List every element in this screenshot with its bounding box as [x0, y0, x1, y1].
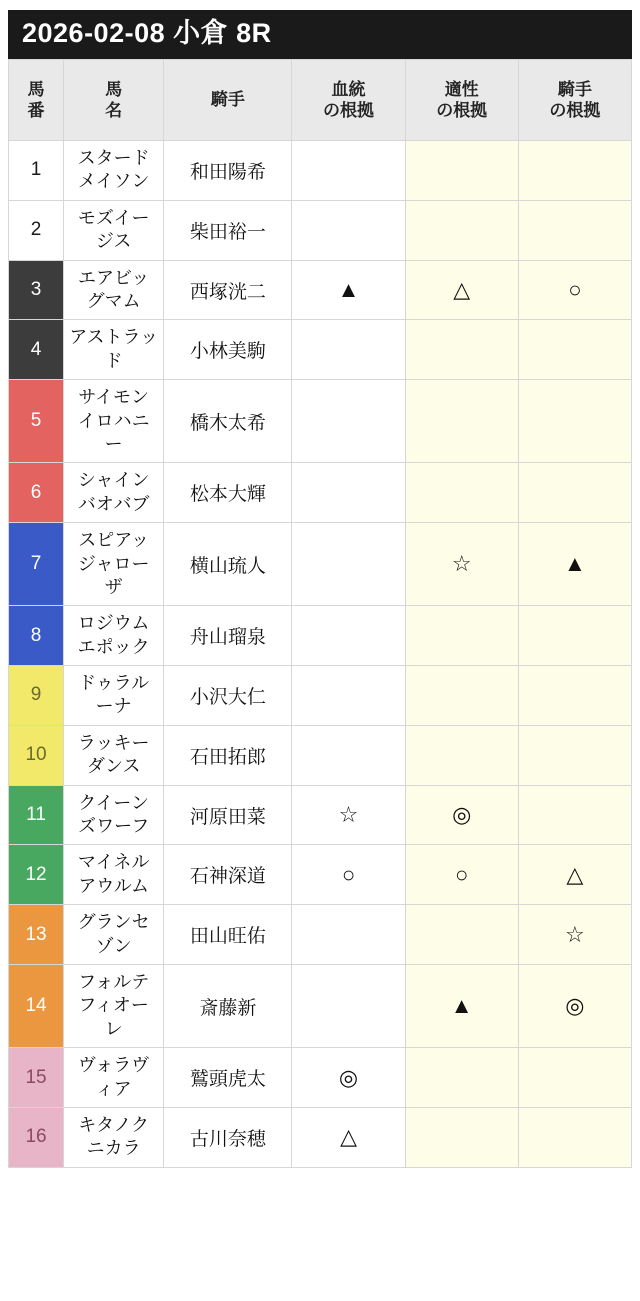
table-row — [9, 463, 632, 523]
horse-name-line: バオバブ — [77, 493, 150, 514]
pedigree-basis-cell: ☆ — [292, 785, 405, 845]
horse-name-line: スタード — [77, 148, 150, 169]
table-body — [9, 141, 632, 1168]
jockey-name-cell: 石神深道 — [164, 845, 292, 905]
horse-name-line: ズワーフ — [78, 816, 150, 837]
horse-number-cell: 6 — [9, 463, 64, 523]
horse-number-cell: 1 — [9, 141, 64, 201]
horse-number-cell: 15 — [9, 1048, 64, 1108]
jockey-name-cell: 鷲頭虎太 — [164, 1048, 292, 1108]
table-row — [9, 141, 632, 201]
pedigree-basis-cell — [292, 964, 405, 1047]
pedigree-basis-cell — [292, 141, 405, 201]
horse-name-line: シャイン — [77, 470, 150, 491]
horse-name-line: ゾン — [95, 935, 132, 956]
aptitude-basis-cell: △ — [405, 260, 518, 320]
horse-name-line: ー — [104, 433, 123, 454]
horse-name-line: エアビッ — [78, 267, 150, 288]
jockey-basis-cell — [518, 141, 631, 201]
horse-name-line: レ — [104, 1018, 123, 1039]
horse-name-line: スピアッ — [78, 530, 150, 551]
horse-name-cell — [64, 1107, 164, 1167]
table-row — [9, 725, 632, 785]
horse-name-line: ジャロー — [77, 553, 150, 574]
horse-name-cell — [64, 785, 164, 845]
horse-name-line: フィオー — [78, 995, 149, 1016]
pedigree-basis-cell — [292, 463, 405, 523]
table-row — [9, 200, 632, 260]
pedigree-basis-cell — [292, 320, 405, 380]
aptitude-basis-cell: ◎ — [405, 785, 518, 845]
aptitude-basis-cell: ○ — [405, 845, 518, 905]
jockey-name-cell: 石田拓郎 — [164, 725, 292, 785]
jockey-name-cell: 小沢大仁 — [164, 666, 292, 726]
jockey-basis-cell — [518, 200, 631, 260]
horse-name-line: マイネル — [77, 852, 150, 873]
horse-number-cell: 9 — [9, 666, 64, 726]
table-row — [9, 260, 632, 320]
aptitude-basis-cell — [405, 463, 518, 523]
jockey-name-cell: 斎藤新 — [164, 964, 292, 1047]
table-row — [9, 905, 632, 965]
jockey-name-cell: 橋木太希 — [164, 380, 292, 463]
aptitude-basis-cell: ☆ — [405, 523, 518, 606]
horse-name-cell — [64, 666, 164, 726]
jockey-basis-cell — [518, 666, 631, 726]
horse-number-cell: 13 — [9, 905, 64, 965]
horse-name-line: ニカラ — [86, 1138, 141, 1159]
jockey-name-cell: 松本大輝 — [164, 463, 292, 523]
table-row — [9, 666, 632, 726]
table-row — [9, 380, 632, 463]
aptitude-basis-cell — [405, 606, 518, 666]
jockey-basis-cell — [518, 320, 631, 380]
table-header — [9, 60, 632, 141]
horse-name-cell — [64, 905, 164, 965]
horse-name-line: ーナ — [95, 696, 132, 717]
jockey-name-cell: 舟山瑠泉 — [164, 606, 292, 666]
jockey-basis-cell — [518, 1048, 631, 1108]
aptitude-basis-cell — [405, 1107, 518, 1167]
horse-name-line: グマム — [86, 291, 141, 311]
jockey-name-cell: 柴田裕一 — [164, 200, 292, 260]
horse-name-line: アウルム — [78, 875, 150, 896]
pedigree-basis-cell — [292, 725, 405, 785]
horse-name-line: メイソン — [77, 171, 150, 192]
column-header-pedigree-basis: 血統 の根拠 — [292, 60, 405, 141]
aptitude-basis-cell: ▲ — [405, 964, 518, 1047]
horse-name-cell — [64, 845, 164, 905]
horse-name-line: ザ — [104, 576, 123, 597]
horse-name-line: ヴォラヴ — [78, 1055, 150, 1076]
pedigree-basis-cell — [292, 380, 405, 463]
jockey-basis-cell — [518, 380, 631, 463]
horse-name-cell — [64, 1048, 164, 1108]
aptitude-basis-cell — [405, 320, 518, 380]
aptitude-basis-cell — [405, 725, 518, 785]
pedigree-basis-cell — [292, 200, 405, 260]
table-row — [9, 1107, 632, 1167]
horse-name-line: ィア — [95, 1078, 132, 1099]
race-entries-table — [8, 59, 632, 1168]
jockey-basis-cell — [518, 463, 631, 523]
horse-number-cell: 3 — [9, 260, 64, 320]
table-row — [9, 964, 632, 1047]
horse-name-cell — [64, 260, 164, 320]
pedigree-basis-cell: ▲ — [292, 260, 405, 320]
aptitude-basis-cell — [405, 1048, 518, 1108]
horse-name-cell — [64, 200, 164, 260]
table-row — [9, 320, 632, 380]
jockey-name-cell: 西塚洸二 — [164, 260, 292, 320]
horse-name-cell — [64, 141, 164, 201]
jockey-name-cell: 小林美駒 — [164, 320, 292, 380]
horse-number-cell: 14 — [9, 964, 64, 1047]
horse-name-cell — [64, 523, 164, 606]
jockey-basis-cell: △ — [518, 845, 631, 905]
horse-name-line: クイーン — [78, 792, 150, 813]
aptitude-basis-cell — [405, 141, 518, 201]
column-header-number: 馬 番 — [9, 60, 64, 141]
horse-number-cell: 16 — [9, 1107, 64, 1167]
horse-name-line: ロジウム — [77, 613, 150, 634]
jockey-basis-cell: ○ — [518, 260, 631, 320]
horse-number-cell: 4 — [9, 320, 64, 380]
horse-name-line: フォルテ — [78, 971, 150, 992]
column-header-jockey-basis: 騎手 の根拠 — [518, 60, 631, 141]
table-row — [9, 1048, 632, 1108]
table-row — [9, 523, 632, 606]
jockey-name-cell: 横山琉人 — [164, 523, 292, 606]
horse-name-line: グランセ — [77, 912, 150, 933]
pedigree-basis-cell: ◎ — [292, 1048, 405, 1108]
horse-number-cell: 12 — [9, 845, 64, 905]
horse-name-line: ド — [104, 350, 123, 371]
jockey-name-cell: 田山旺佑 — [164, 905, 292, 965]
jockey-name-cell: 和田陽希 — [164, 141, 292, 201]
aptitude-basis-cell — [405, 380, 518, 463]
pedigree-basis-cell — [292, 905, 405, 965]
pedigree-basis-cell: △ — [292, 1107, 405, 1167]
horse-number-cell: 11 — [9, 785, 64, 845]
aptitude-basis-cell — [405, 905, 518, 965]
horse-name-cell — [64, 725, 164, 785]
page-title: 2026-02-08 小倉 8R — [8, 10, 632, 59]
horse-number-cell: 10 — [9, 725, 64, 785]
header-row — [9, 60, 632, 141]
horse-name-line: イロハニ — [77, 410, 150, 431]
horse-name-line: モズイー — [77, 207, 150, 228]
pedigree-basis-cell — [292, 523, 405, 606]
horse-name-line: キタノク — [78, 1114, 150, 1135]
horse-name-cell — [64, 964, 164, 1047]
aptitude-basis-cell — [405, 666, 518, 726]
horse-number-cell: 8 — [9, 606, 64, 666]
horse-name-cell — [64, 463, 164, 523]
pedigree-basis-cell: ○ — [292, 845, 405, 905]
horse-number-cell: 7 — [9, 523, 64, 606]
pedigree-basis-cell — [292, 606, 405, 666]
table-row — [9, 785, 632, 845]
jockey-name-cell: 古川奈穂 — [164, 1107, 292, 1167]
horse-name-cell — [64, 380, 164, 463]
jockey-basis-cell — [518, 785, 631, 845]
aptitude-basis-cell — [405, 200, 518, 260]
pedigree-basis-cell — [292, 666, 405, 726]
horse-name-line: エポック — [77, 636, 150, 657]
table-row — [9, 606, 632, 666]
jockey-name-cell: 河原田菜 — [164, 785, 292, 845]
jockey-basis-cell — [518, 725, 631, 785]
table-row — [9, 845, 632, 905]
horse-name-line: ドゥラル — [78, 673, 150, 694]
jockey-basis-cell: ▲ — [518, 523, 631, 606]
jockey-basis-cell: ☆ — [518, 905, 631, 965]
horse-name-cell — [64, 606, 164, 666]
horse-name-line: アストラッ — [69, 327, 159, 348]
jockey-basis-cell — [518, 606, 631, 666]
column-header-horse: 馬 名 — [64, 60, 164, 141]
jockey-basis-cell: ◎ — [518, 964, 631, 1047]
horse-name-line: サイモン — [78, 387, 150, 408]
horse-number-cell: 2 — [9, 200, 64, 260]
jockey-basis-cell — [518, 1107, 631, 1167]
horse-name-line: ラッキー — [77, 732, 150, 753]
horse-name-line: ダンス — [86, 756, 141, 777]
horse-name-cell — [64, 320, 164, 380]
column-header-jockey: 騎手 — [164, 60, 292, 141]
horse-number-cell: 5 — [9, 380, 64, 463]
column-header-aptitude-basis: 適性 の根拠 — [405, 60, 518, 141]
horse-name-line: ジス — [95, 231, 132, 252]
